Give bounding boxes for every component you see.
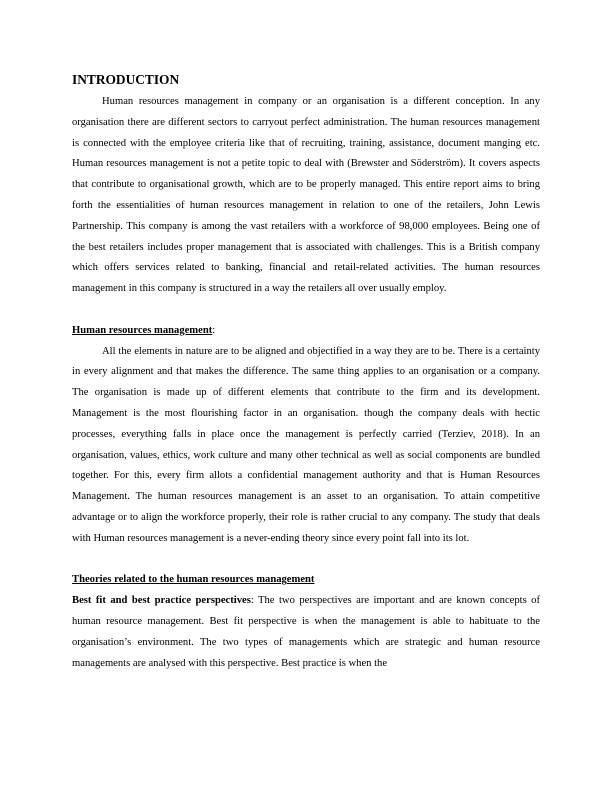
hrm-paragraph: All the elements in nature are to be aligned and objectified in a way they are to be. There is a certainty in every alignment and that makes the difference. The same thing applies to an organisation or a company. The organisation is made up of different elements that contribute to the firm and its development. Management is the most flourishing factor in an organisation. though the company deals with hectic processes, everything falls in place once the management is perfectly carried (Terziev, 2018). In an organisation, values, ethics, work culture and many other technical as well as social components are bundled together. For this, every firm allots a confidential management authority and that is Human Resources Management. The human resources management is an asset to an organisation. To attain competitive advantage or to align the workforce properly, their role is rather crucial to any company. The study that deals with Human resources management is a never-ending theory since every point fall into its lot. <box>72 345 540 544</box>
hrm-heading-text: Human resources management <box>72 324 213 336</box>
theories-paragraph <box>72 591 540 674</box>
theories-heading-text: Theories related to the human resources management <box>72 574 315 586</box>
theories-heading <box>72 570 540 591</box>
theories-lead-term: Best fit and best practice perspectives <box>72 595 251 607</box>
introduction-heading: INTRODUCTION <box>72 72 180 87</box>
document-page <box>72 70 540 674</box>
hrm-heading <box>72 321 540 342</box>
introduction-paragraph: Human resources management in company or an organisation is a different conception. In any organisation there are different sectors to carryout perfect administration. The human resources management is connected with the employee criteria like that of recruiting, training, assistance, document manging etc. Human resources management is not a petite topic to deal with (Brewster and Söderström). It covers aspects that contribute to organisational growth, which are to be properly managed. This entire report aims to bring forth the essentialities of human resources management in relation to one of the retailers, John Lewis Partnership. This company is among the vast retailers with a workforce of 98,000 employees. Being one of the best retailers includes proper management that is associated with challenges. This is a British company which offers services related to banking, financial and retail-related activities. The human resources management in this company is structured in a way the retailers all over usually employ. <box>72 96 540 295</box>
section-gap <box>72 550 540 571</box>
hrm-heading-colon: : <box>212 324 216 336</box>
theories-paragraph-text: : The two perspectives are important and are known concepts of human resource management. Best fit perspective is when the management is able to habituate to the organisation’s environment. The two types of managements which are strategic and human resource managements are analysed with this perspective. Best practice is when the <box>72 595 540 669</box>
section-gap <box>72 300 540 321</box>
